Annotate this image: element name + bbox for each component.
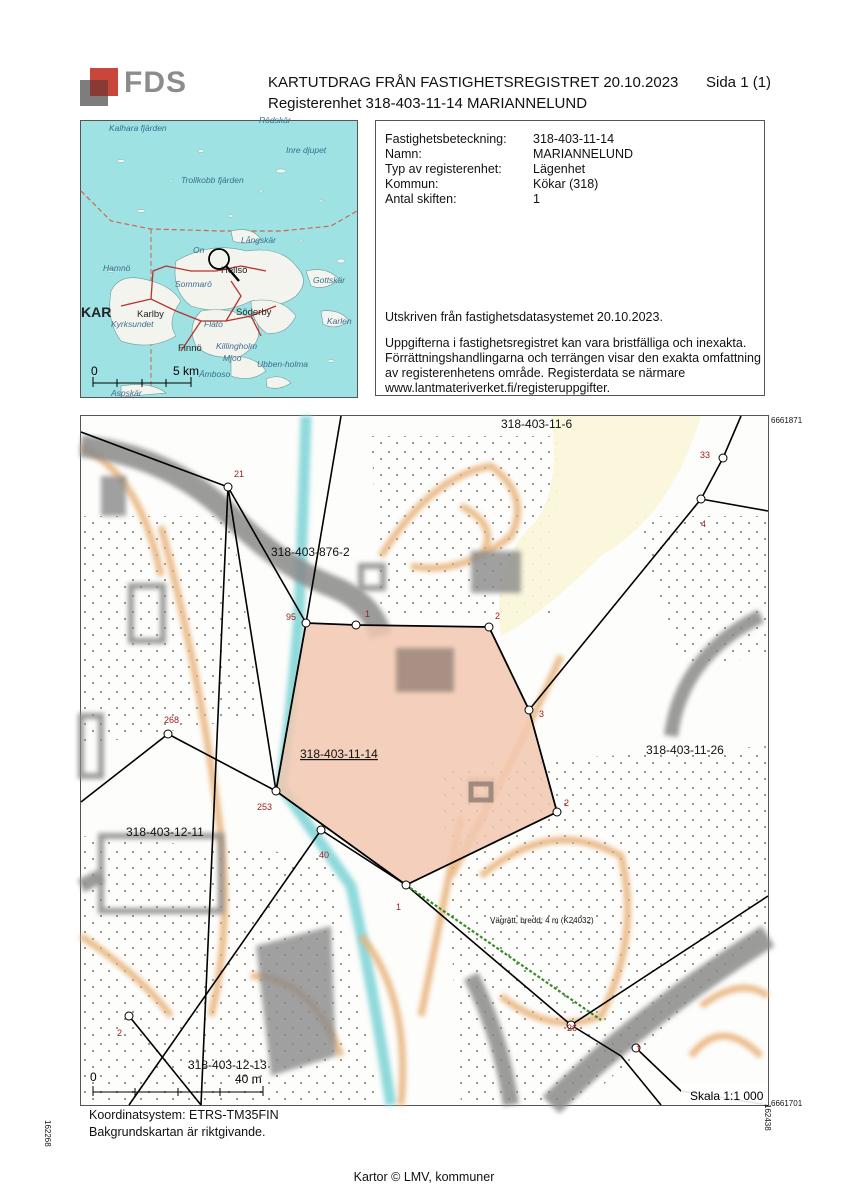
coord-top: 6661871 [771,416,803,425]
overview-scale-bar [91,364,199,387]
parcel-label: 318-403-11-26 [646,743,724,757]
map-credit: Kartor © LMV, kommuner [353,1170,495,1184]
point-label: 2 [495,611,501,621]
overview-label: Inre djupet [286,145,327,155]
parcel-label: 318-403-12-13 [188,1058,267,1072]
overview-label: Ämboso [199,369,231,379]
overview-label: Ubben-holma [257,359,309,369]
registry-unit: Registerenhet 318-403-11-14 MARIANNELUND [268,95,588,112]
point-label: 40 [319,850,330,860]
point-label: 253 [257,802,273,812]
printed-date: Utskriven från fastighetsdatasystemet 20.10.2023. [385,310,663,324]
overview-label: Långskär [241,235,276,245]
info-row: Antal skiften: 1 [385,192,540,206]
info-row: Fastighetsbeteckning: 318-403-11-14 [385,132,615,146]
fds-logo [80,66,186,110]
overview-label: Gottskär [313,275,346,285]
point-label: 2 [564,798,570,808]
overview-label: Hamnö [103,263,131,273]
parcel-label: 318-403-11-6 [501,417,573,431]
overview-label: Karlen [327,316,352,326]
document-title: KARTUTDRAG FRÅN FASTIGHETSREGISTRET 20.10.2023 [268,74,679,91]
overview-label: Hellsö [221,265,248,276]
info-row: Kommun: Kökar (318) [385,177,599,191]
overview-label: Flätö [204,319,223,329]
easement-label: Vägrätt, bredd: 4 m (K24032) [490,916,594,925]
overview-label: Kalhara fjärden [109,123,167,133]
point-label: 268 [164,715,180,725]
scale-label: 40 m [235,1072,262,1086]
point-label: 95 [286,612,297,622]
overview-label: Killingholm [216,341,258,351]
overview-label: Kyrksundet [111,319,154,329]
background-note: Bakgrundskartan är riktgivande. [89,1125,266,1139]
point-label: 2 [117,1028,123,1038]
point-label: 26 [567,1023,578,1033]
coord-bottom: 6661701 [771,1099,803,1108]
disclaimer: Uppgifterna i fastighetsregistret kan vara bristfälliga och inexakta. Förrättningshandlingarna och terrängen visar den exakta omfattning av registerenhetens område. Registerdata se närmare www.lantmateriverket.fi/registeruppgifter. [385,336,761,395]
property-info-box [375,120,765,396]
parcel-label: 318-403-876-2 [271,545,350,559]
subject-parcel-label: 318-403-11-14 [300,747,378,761]
page-number: Sida 1 (1) [706,74,772,91]
parcel-label: 318-403-12-11 [126,825,204,839]
coord-left: 162268 [43,1120,52,1147]
scale-label: 5 km [173,364,200,378]
overview-label: Sommarö [175,279,212,289]
overview-label: On [193,245,205,255]
overview-map [80,115,358,398]
point-label: 1 [396,902,402,912]
overview-label: KAR [81,304,112,320]
point-label: 3 [539,709,545,719]
scale-zero-label: 0 [91,364,98,378]
scale-zero-label: 0 [90,1070,97,1084]
point-label: 21 [234,469,245,479]
overview-label: Karlby [137,309,164,320]
overview-label: Finnö [178,343,202,354]
point-label: 33 [700,450,711,460]
logo-text: FDS [124,66,187,99]
point-label: 1 [636,1044,642,1054]
info-row: Typ av registerenhet: Lägenhet [385,162,586,176]
coordinate-system: Koordinatsystem: ETRS-TM35FIN [89,1108,279,1122]
point-label: 4 [701,519,707,529]
scale-ratio: Skala 1:1 000 [690,1089,764,1103]
overview-label: Söderby [236,307,272,318]
main-map [80,415,769,1106]
overview-label: Mjoo [223,353,242,363]
overview-label: Aspskär [111,388,142,398]
overview-label: Rödskär [259,115,291,125]
overview-label: Trollkobb fjärden [181,175,244,185]
info-row: Namn: MARIANNELUND [385,147,634,161]
point-label: 1 [365,609,371,619]
coord-right: 162438 [763,1104,772,1131]
